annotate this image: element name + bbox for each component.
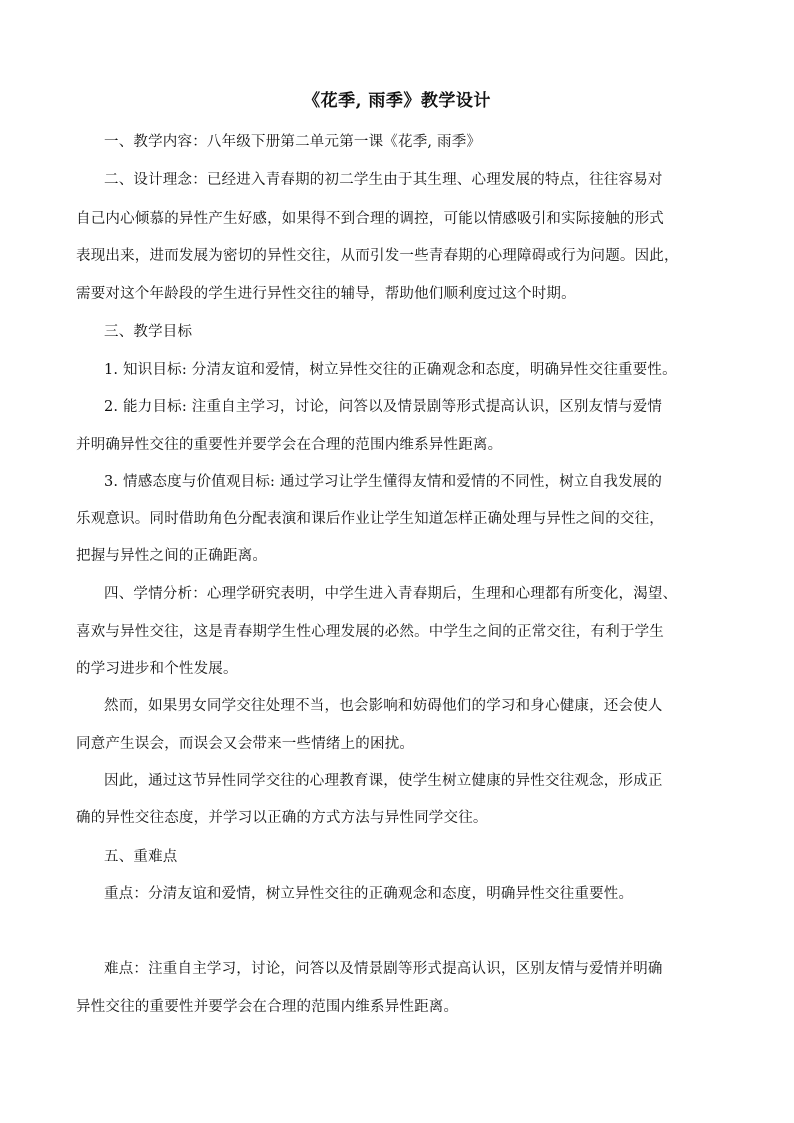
paragraph-line: 因此，通过这节异性同学交往的心理教育课，使学生树立健康的异性交往观念，形成正: [104, 773, 663, 789]
section-heading: 五、重难点: [104, 849, 178, 865]
paragraph-line: 的学习进步和个性发展。: [76, 661, 238, 677]
paragraph-line: 需要对这个年龄段的学生进行异性交往的辅导，帮助他们顺利度过这个时期。: [76, 286, 576, 302]
paragraph-line: 四、学情分析：心理学研究表明，中学生进入青春期后，生理和心理都有所变化，渴望、: [104, 586, 678, 602]
paragraph-line: 二、设计理念：已经进入青春期的初二学生由于其生理、心理发展的特点，往往容易对: [104, 172, 663, 188]
paragraph-line: 3. 情感态度与价值观目标: 通过学习让学生懂得友情和爱情的不同性，树立自我发展的: [104, 474, 663, 490]
paragraph-line: 1. 知识目标: 分清友谊和爱情，树立异性交往的正确观念和态度，明确异性交往重要性。: [104, 362, 677, 378]
paragraph-line: 表现出来，进而发展为密切的异性交往，从而引发一些青春期的心理障碍或行为问题。因此，: [76, 248, 679, 264]
section-teaching-content: 一、教学内容：八年级下册第二单元第一课《花季, 雨季》: [104, 134, 482, 150]
paragraph-line: 乐观意识。同时借助角色分配表演和课后作业让学生知道怎样正确处理与异性之间的交往，: [76, 511, 664, 527]
document-title: 《花季, 雨季》教学设计: [303, 91, 491, 111]
paragraph-line: 把握与异性之间的正确距离。: [76, 548, 268, 564]
paragraph-line: 2. 能力目标: 注重自主学习，讨论，问答以及情景剧等形式提高认识，区别友情与爱情: [104, 399, 663, 415]
paragraph-line: 喜欢与异性交往，这是青春期学生性心理发展的必然。中学生之间的正常交往，有利于学生: [76, 624, 664, 640]
paragraph-line: 并明确异性交往的重要性并要学会在合理的范围内维系异性距离。: [76, 437, 503, 453]
paragraph-line: 难点：注重自主学习，讨论，问答以及情景剧等形式提高认识，区别友情与爱情并明确: [104, 961, 663, 977]
paragraph-line: 然而，如果男女同学交往处理不当，也会影响和妨碍他们的学习和身心健康，还会使人: [104, 698, 663, 714]
paragraph-line: 自己内心倾慕的异性产生好感，如果得不到合理的调控，可能以情感吸引和实际接触的形式: [76, 211, 664, 227]
paragraph-line: 重点：分清友谊和爱情，树立异性交往的正确观念和态度，明确异性交往重要性。: [104, 886, 634, 902]
section-heading: 三、教学目标: [104, 324, 193, 340]
paragraph-line: 同意产生误会，而误会又会带来一些情绪上的困扰。: [76, 736, 415, 752]
paragraph-line: 确的异性交往态度，并学习以正确的方式方法与异性同学交往。: [76, 810, 488, 826]
paragraph-line: 异性交往的重要性并要学会在合理的范围内维系异性距离。: [76, 999, 459, 1015]
